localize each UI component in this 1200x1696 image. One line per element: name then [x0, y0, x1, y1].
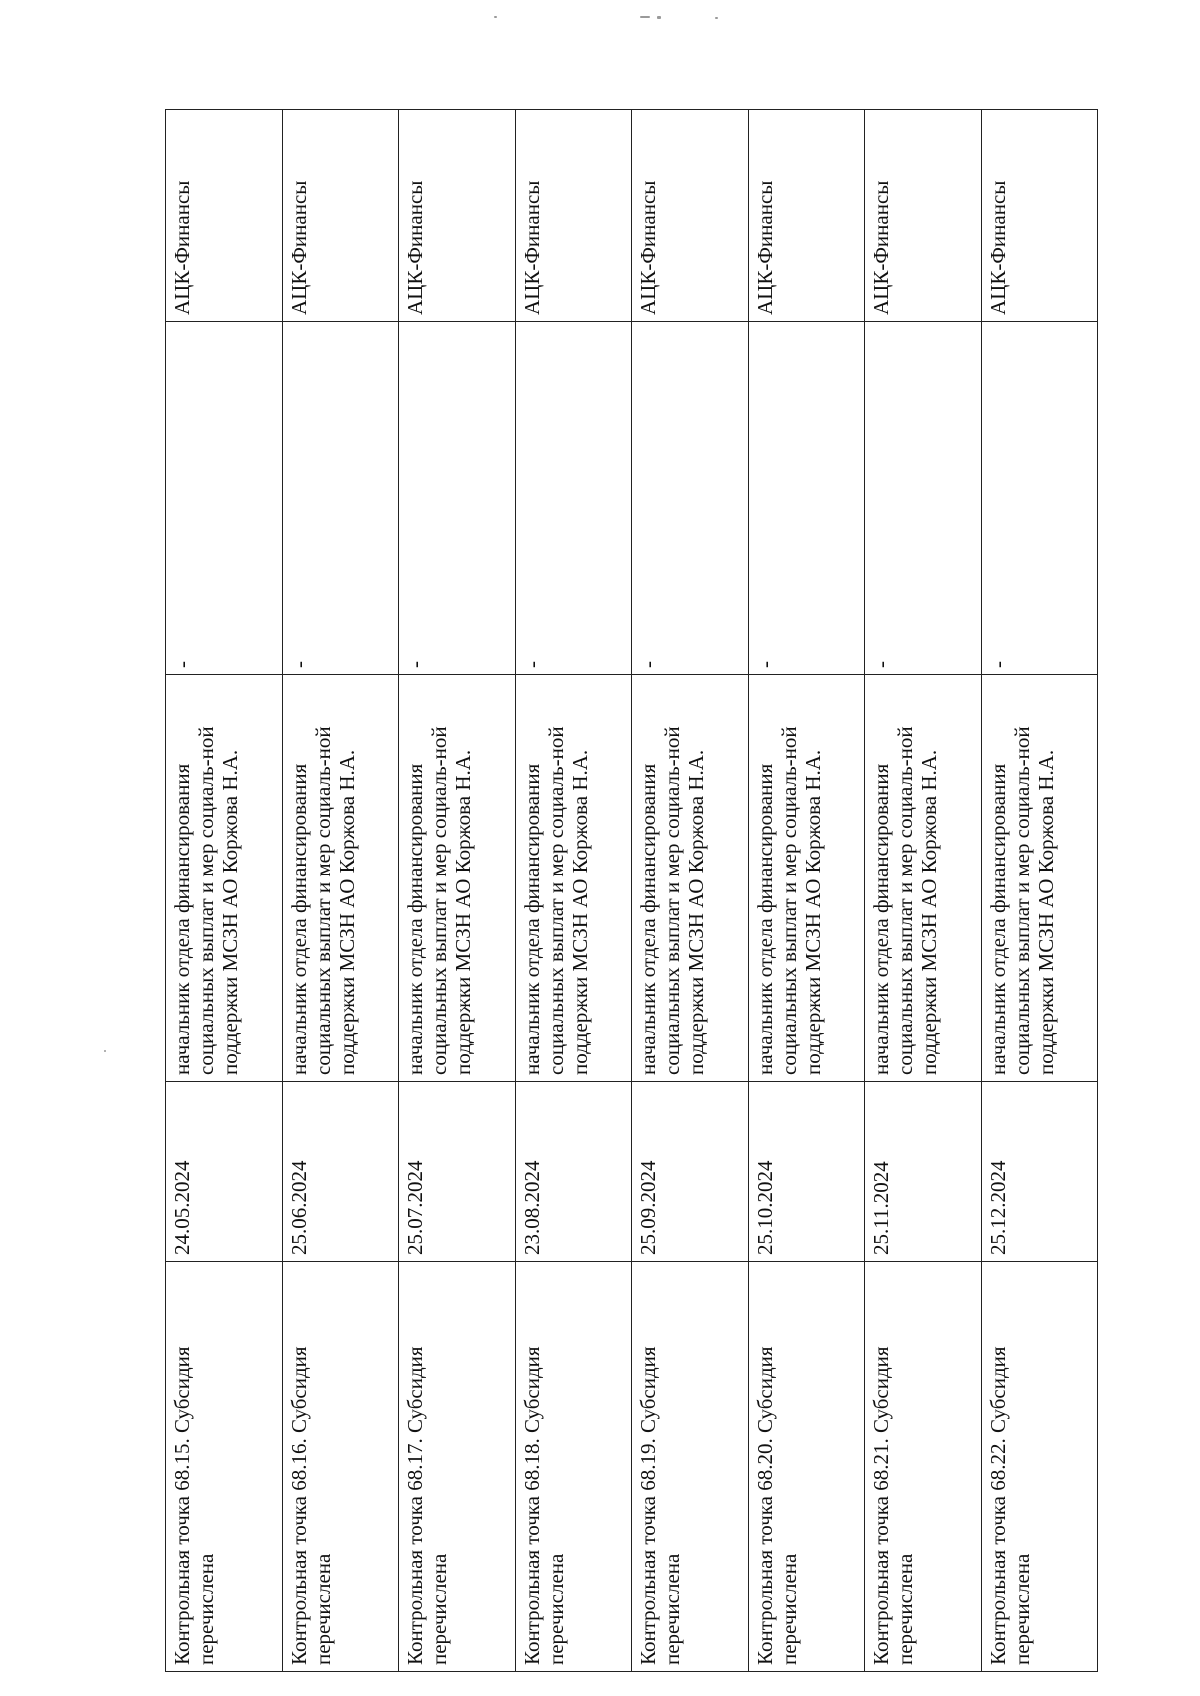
control-point-name-cell: Контрольная точка 68.20. Субсидия перечислена [748, 1262, 865, 1672]
system-cell: АЦК-Финансы [282, 110, 399, 322]
system-cell: АЦК-Финансы [632, 110, 749, 322]
table-row [981, 110, 1098, 1672]
system-cell: АЦК-Финансы [399, 110, 516, 322]
document-cell: - [632, 322, 749, 675]
control-point-name-cell: Контрольная точка 68.18. Субсидия перечислена [515, 1262, 632, 1672]
document-cell: - [166, 322, 283, 675]
document-cell: - [515, 322, 632, 675]
date-cell: 25.07.2024 [399, 1082, 516, 1262]
date-cell: 24.05.2024 [166, 1082, 283, 1262]
document-cell: - [981, 322, 1098, 675]
table-row [632, 110, 749, 1672]
table-body [166, 110, 1098, 1672]
responsible-cell: начальник отдела финансирования социальных выплат и мер социаль-ной поддержки МСЗН АО Коржова Н.А. [632, 675, 749, 1082]
responsible-cell: начальник отдела финансирования социальных выплат и мер социаль-ной поддержки МСЗН АО Коржова Н.А. [282, 675, 399, 1082]
responsible-cell: начальник отдела финансирования социальных выплат и мер социаль-ной поддержки МСЗН АО Коржова Н.А. [748, 675, 865, 1082]
document-cell: - [865, 322, 982, 675]
control-point-name-cell: Контрольная точка 68.17. Субсидия перечислена [399, 1262, 516, 1672]
document-cell: - [748, 322, 865, 675]
control-point-name-cell: Контрольная точка 68.19. Субсидия перечислена [632, 1262, 749, 1672]
table-row [748, 110, 865, 1672]
control-point-name-cell: Контрольная точка 68.15. Субсидия перечислена [166, 1262, 283, 1672]
date-cell: 25.12.2024 [981, 1082, 1098, 1262]
scan-speck [657, 16, 661, 19]
table-row [515, 110, 632, 1672]
scan-speck [715, 17, 718, 19]
system-cell: АЦК-Финансы [748, 110, 865, 322]
responsible-cell: начальник отдела финансирования социальных выплат и мер социаль-ной поддержки МСЗН АО Коржова Н.А. [515, 675, 632, 1082]
scan-speck [494, 16, 497, 18]
table-row [166, 110, 283, 1672]
date-cell: 25.06.2024 [282, 1082, 399, 1262]
responsible-cell: начальник отдела финансирования социальных выплат и мер социаль-ной поддержки МСЗН АО Коржова Н.А. [865, 675, 982, 1082]
table-row [865, 110, 982, 1672]
date-cell: 23.08.2024 [515, 1082, 632, 1262]
document-cell: - [399, 322, 516, 675]
date-cell: 25.09.2024 [632, 1082, 749, 1262]
date-cell: 25.11.2024 [865, 1082, 982, 1262]
system-cell: АЦК-Финансы [865, 110, 982, 322]
control-point-name-cell: Контрольная точка 68.22. Субсидия перечислена [981, 1262, 1098, 1672]
table-row [399, 110, 516, 1672]
table-row [282, 110, 399, 1672]
system-cell: АЦК-Финансы [981, 110, 1098, 322]
scan-speck [104, 1050, 106, 1052]
date-cell: 25.10.2024 [748, 1082, 865, 1262]
responsible-cell: начальник отдела финансирования социальных выплат и мер социаль-ной поддержки МСЗН АО Коржова Н.А. [166, 675, 283, 1082]
control-points-table [165, 109, 1098, 1672]
system-cell: АЦК-Финансы [166, 110, 283, 322]
rotated-table-container [165, 110, 1097, 1672]
responsible-cell: начальник отдела финансирования социальных выплат и мер социаль-ной поддержки МСЗН АО Коржова Н.А. [981, 675, 1098, 1082]
control-point-name-cell: Контрольная точка 68.16. Субсидия перечислена [282, 1262, 399, 1672]
responsible-cell: начальник отдела финансирования социальных выплат и мер социаль-ной поддержки МСЗН АО Коржова Н.А. [399, 675, 516, 1082]
system-cell: АЦК-Финансы [515, 110, 632, 322]
document-cell: - [282, 322, 399, 675]
scan-speck [640, 16, 650, 18]
control-point-name-cell: Контрольная точка 68.21. Субсидия перечислена [865, 1262, 982, 1672]
